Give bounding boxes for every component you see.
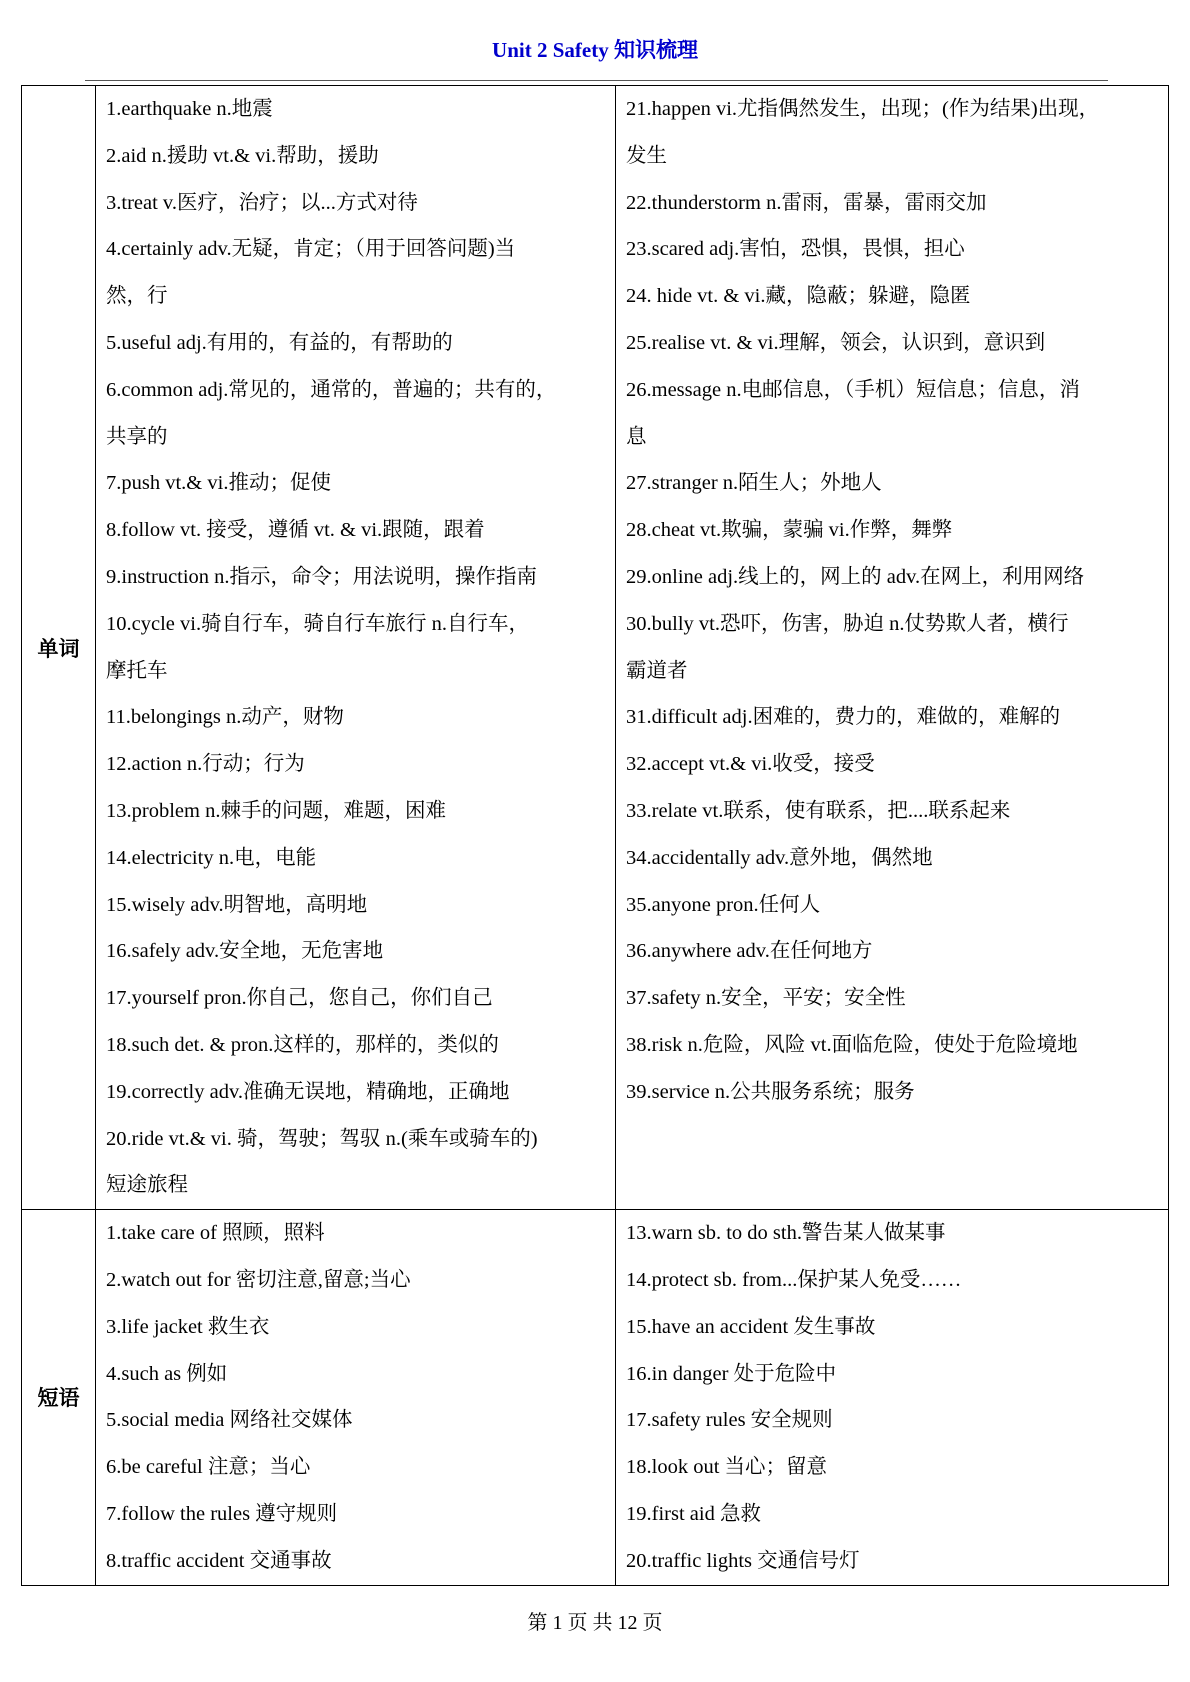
phrase-entry: 4.such as 例如: [106, 1362, 228, 1385]
phrase-entry: 20.traffic lights 交通信号灯: [626, 1549, 860, 1572]
word-entry: 11.belongings n.动产，财物: [106, 706, 344, 729]
word-entry: 34.accidentally adv.意外地，偶然地: [626, 846, 933, 869]
phrases-left-column: [96, 1210, 616, 1585]
page-title: Unit 2 Safety 知识梳理: [492, 38, 698, 62]
word-entry: 1.earthquake n.地震: [106, 98, 273, 120]
words-left-column: [96, 86, 616, 1210]
word-entry: 息: [626, 425, 647, 448]
word-entry: 9.instruction n.指示，命令；用法说明，操作指南: [106, 565, 538, 588]
word-entry: 35.anyone pron.任何人: [626, 893, 821, 916]
word-entry: 24. hide vt. & vi.藏，隐蔽；躲避，隐匿: [626, 285, 971, 308]
word-entry: 15.wisely adv.明智地，高明地: [106, 893, 368, 916]
word-entry: 5.useful adj.有用的，有益的，有帮助的: [106, 331, 453, 354]
phrase-entry: 8.traffic accident 交通事故: [106, 1549, 332, 1572]
word-entry: 31.difficult adj.困难的，费力的，难做的，难解的: [626, 706, 1061, 729]
word-entry: 26.message n.电邮信息，（手机）短信息；信息，消: [626, 378, 1080, 401]
word-entry: 发生: [626, 144, 667, 167]
word-entry: 霸道者: [626, 659, 688, 682]
word-entry: 27.stranger n.陌生人；外地人: [626, 472, 882, 495]
vocabulary-table: [21, 85, 1169, 1586]
phrase-entry: 19.first aid 急救: [626, 1502, 761, 1525]
word-entry: 3.treat v.医疗，治疗；以...方式对待: [106, 191, 418, 214]
word-entry: 33.relate vt.联系，使有联系，把....联系起来: [626, 799, 1011, 822]
word-entry: 14.electricity n.电，电能: [106, 846, 317, 869]
section-row-phrases: [22, 1210, 1169, 1585]
word-entry: 20.ride vt.& vi. 骑，驾驶；驾驭 n.(乘车或骑车的): [106, 1127, 538, 1150]
word-entry: 22.thunderstorm n.雷雨，雷暴，雷雨交加: [626, 191, 987, 214]
word-entry: 8.follow vt. 接受，遵循 vt. & vi.跟随，跟着: [106, 519, 485, 542]
phrase-entry: 5.social media 网络社交媒体: [106, 1409, 353, 1432]
word-entry: 共享的: [106, 425, 168, 448]
words-right-column: [616, 86, 1169, 1210]
word-entry: 39.service n.公共服务系统；服务: [626, 1080, 915, 1103]
word-entry: 7.push vt.& vi.推动；促使: [106, 472, 331, 495]
word-entry: 6.common adj.常见的，通常的，普遍的；共有的，: [106, 378, 557, 401]
word-entry: 13.problem n.棘手的问题，难题，困难: [106, 799, 446, 822]
word-entry: 32.accept vt.& vi.收受，接受: [626, 753, 875, 776]
word-entry: 18.such det. & pron.这样的，那样的，类似的: [106, 1033, 499, 1056]
word-entry: 17.yourself pron.你自己，您自己，你们自己: [106, 987, 493, 1010]
section-label-phrases: 短语: [22, 1210, 96, 1585]
word-entry: 23.scared adj.害怕，恐惧，畏惧，担心: [626, 238, 965, 261]
phrase-entry: 15.have an accident 发生事故: [626, 1315, 876, 1338]
word-entry: 10.cycle vi.骑自行车，骑自行车旅行 n.自行车，: [106, 612, 530, 635]
phrase-entry: 3.life jacket 救生衣: [106, 1315, 270, 1338]
phrase-entry: 1.take care of 照顾，照料: [106, 1222, 325, 1245]
word-entry: 19.correctly adv.准确无误地，精确地，正确地: [106, 1080, 510, 1103]
word-entry: 16.safely adv.安全地，无危害地: [106, 940, 384, 963]
word-entry: 36.anywhere adv.在任何地方: [626, 940, 873, 963]
word-entry: 38.risk n.危险，风险 vt.面临危险，使处于危险境地: [626, 1033, 1078, 1056]
phrase-entry: 17.safety rules 安全规则: [626, 1409, 833, 1432]
word-entry: 4.certainly adv.无疑，肯定；（用于回答问题)当: [106, 238, 516, 261]
word-entry: 29.online adj.线上的，网上的 adv.在网上，利用网络: [626, 565, 1085, 588]
phrases-right-column: [616, 1210, 1169, 1585]
word-entry: 2.aid n.援助 vt.& vi.帮助，援助: [106, 144, 379, 167]
word-entry: 然，行: [106, 285, 168, 308]
title-underline: [85, 80, 1108, 81]
word-entry: 30.bully vt.恐吓，伤害，胁迫 n.仗势欺人者，横行: [626, 612, 1069, 635]
word-entry: 12.action n.行动；行为: [106, 753, 305, 776]
phrase-entry: 6.be careful 注意；当心: [106, 1456, 311, 1479]
section-label-words: 单词: [22, 86, 96, 1210]
phrase-entry: 16.in danger 处于危险中: [626, 1362, 837, 1385]
word-entry: 摩托车: [106, 659, 168, 682]
word-entry: 短途旅程: [106, 1174, 188, 1197]
phrase-entry: 2.watch out for 密切注意,留意;当心: [106, 1268, 411, 1291]
word-entry: 28.cheat vt.欺骗，蒙骗 vi.作弊，舞弊: [626, 519, 953, 542]
word-entry: 25.realise vt. & vi.理解，领会，认识到，意识到: [626, 331, 1046, 354]
phrase-entry: 7.follow the rules 遵守规则: [106, 1502, 338, 1525]
page-number-footer: 第 1 页 共 12 页: [527, 1612, 663, 1634]
word-entry: 37.safety n.安全，平安；安全性: [626, 987, 906, 1010]
phrase-entry: 13.warn sb. to do sth.警告某人做某事: [626, 1222, 946, 1245]
phrase-entry: 14.protect sb. from...保护某人免受……: [626, 1268, 962, 1291]
word-entry: 21.happen vi.尤指偶然发生，出现；(作为结果)出现，: [626, 98, 1100, 120]
section-row-words: [22, 86, 1169, 1210]
phrase-entry: 18.look out 当心；留意: [626, 1456, 828, 1479]
